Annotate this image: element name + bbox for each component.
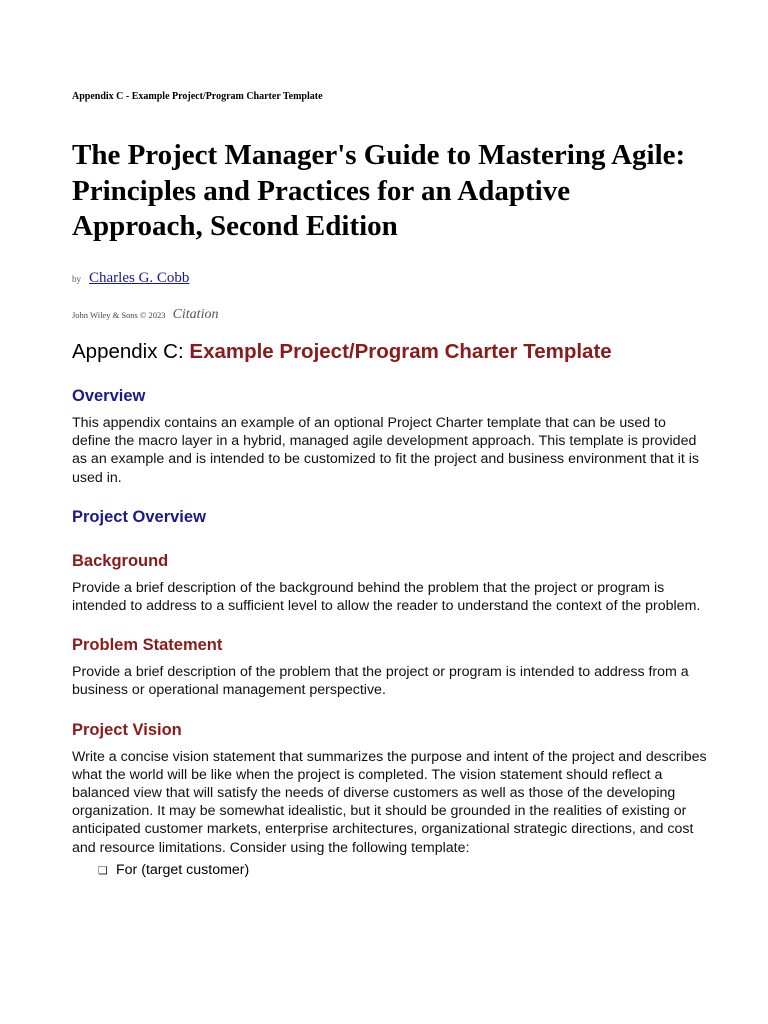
- section-heading-problem-statement: Problem Statement: [72, 636, 223, 655]
- background-paragraph: Provide a brief description of the background behind the problem that the project or program is intended to address to a sufficient level to allow the reader to understand the context of the problem.: [72, 579, 701, 615]
- section-heading-background: Background: [72, 551, 169, 570]
- checkbox-square-icon: ❏: [98, 864, 108, 877]
- citation-link[interactable]: Citation: [172, 307, 219, 322]
- overview-paragraph: This appendix contains an example of an optional Project Charter template that can be used to define the macro layer in a hybrid, managed agile development approach. This template is provided as an example and is intended to be customized to fit the project and business environment that it is used in.: [72, 415, 699, 486]
- main-content: [72, 336, 708, 880]
- section-heading-project-vision: Project Vision: [72, 720, 182, 739]
- publisher-text: John Wiley & Sons © 2023: [72, 310, 166, 320]
- breadcrumb: Appendix C - Example Project/Program Charter Template: [72, 91, 323, 102]
- author-line: [72, 269, 189, 287]
- by-label: by: [72, 274, 81, 284]
- chapter-heading: [72, 336, 708, 368]
- list-item-text: For (target customer): [116, 861, 250, 878]
- problem-statement-paragraph: Provide a brief description of the problem that the project or program is intended to address from a business or operational management perspective.: [72, 664, 689, 699]
- vision-template-list: [72, 861, 708, 880]
- section-heading-project-overview: Project Overview: [72, 507, 206, 526]
- section-heading-overview: Overview: [72, 387, 146, 405]
- book-title: The Project Manager's Guide to Mastering Agile: Principles and Practices for an Adaptive Approach, Second Edition: [72, 139, 686, 242]
- chapter-label: Appendix C:: [72, 340, 184, 363]
- publisher-line: [72, 305, 218, 323]
- project-vision-paragraph: Write a concise vision statement that summarizes the purpose and intent of the project and describes what the world will be like when the project is completed. The vision statement should reflect a balanced view that will satisfy the needs of diverse customers as well as those of the developing organization. It may be somewhat idealistic, but it should be grounded in the realities of existing or anticipated customer markets, enterprise architectures, organizational strategic directions, and cost and resource limitations. Consider using the following template:: [72, 748, 707, 856]
- chapter-title: Example Project/Program Charter Template: [189, 340, 612, 363]
- list-item: [98, 861, 708, 880]
- author-link[interactable]: Charles G. Cobb: [89, 270, 190, 286]
